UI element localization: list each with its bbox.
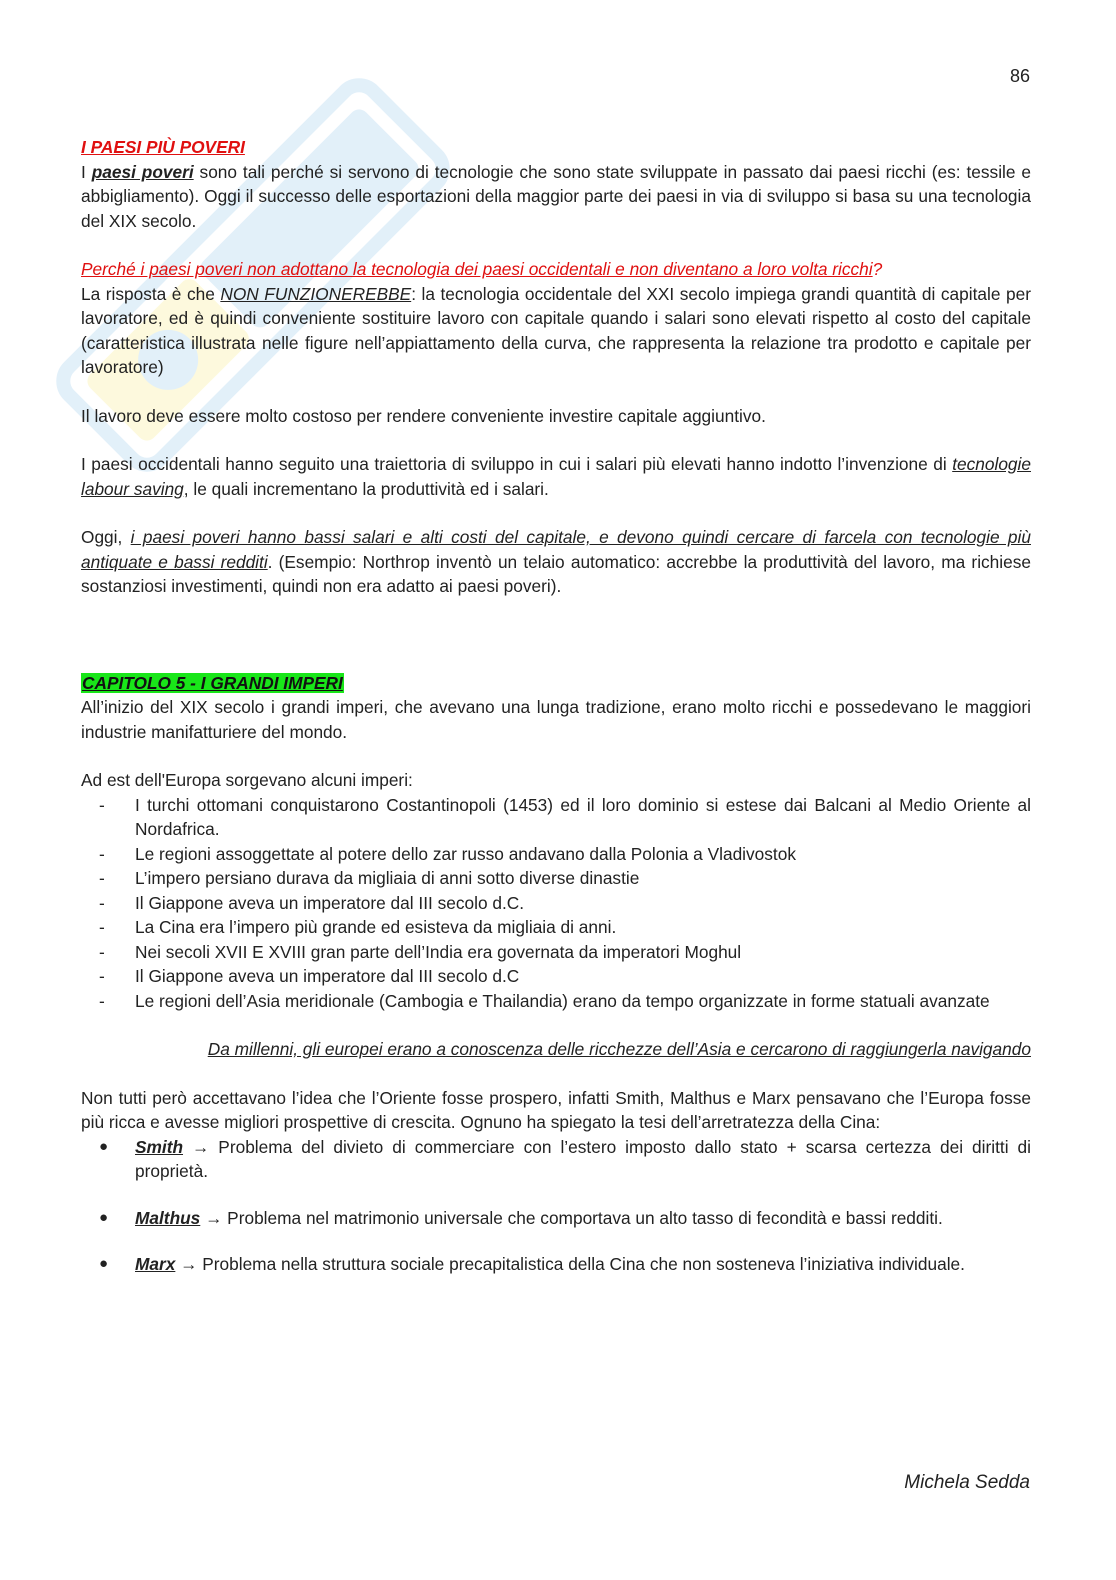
question-text: Perché i paesi poveri non adottano la tecnologia dei paesi occidentali e non diventano a loro volta ricchi? <box>81 259 883 279</box>
emphasis-text: tecnologie labour saving <box>81 454 1031 499</box>
list-item: - Il Giappone aveva un imperatore dal III secolo d.C <box>81 964 1031 989</box>
dash-marker: - <box>99 892 105 913</box>
bullet-marker: ● <box>99 1208 109 1226</box>
dash-marker: - <box>99 868 105 888</box>
list-item: - Le regioni assoggettate al potere dello zar russo andavano dalla Polonia a Vladivostok <box>81 842 1031 867</box>
paragraph: Non tutti però accettavano l’idea che l’Oriente fosse prospero, infatti Smith, Malthus e Marx pensavano che l’Europa fosse più ricca e avesse migliori prospettive di crescita. Ognuno ha spiegato la tesi dell’arretratezza della Cina: <box>81 1087 1031 1132</box>
empires-list <box>81 793 1031 1014</box>
dash-marker: - <box>99 966 105 986</box>
paragraph: Ad est dell'Europa sorgevano alcuni imperi: <box>81 770 413 790</box>
key-term: paesi poveri <box>91 161 194 182</box>
list-item: - L’impero persiano durava da migliaia di anni sotto diverse dinastie <box>81 866 1031 891</box>
list-item-smith: ● Smith → Problema del divieto di commerciare con l’estero imposto dallo stato + scarsa certezza dei diritti di proprietà. <box>99 1136 1031 1181</box>
note-text: Da millenni, gli europei erano a conoscenza delle ricchezze dell’Asia e cercarono di raggiungerla navigando <box>207 1039 1031 1059</box>
page-number: 86 <box>1009 66 1030 86</box>
economists-list <box>81 1135 1031 1277</box>
dash-marker: - <box>99 917 105 937</box>
paragraph: La risposta è che NON FUNZIONEREBBE: la tecnologia occidentale del XXI secolo impiega grandi quantità di capitale per lavoratore, ed è quindi conveniente sostituire lavoro con capitale quando i salari sono elevati rispetto al costo del capitale (caratteristica illustrata nelle figure nell’appiattamento della curva, che rappresenta la relazione tra prodotto e capitale per lavoratore) <box>81 283 1031 377</box>
paragraph: I paesi occidentali hanno seguito una traiettoria di sviluppo in cui i salari più elevati hanno indotto l’invenzione di tecnologie labour saving, le quali incrementano la produttività ed i salari. <box>81 454 1031 499</box>
list-item: - Il Giappone aveva un imperatore dal III secolo d.C. <box>81 891 1031 916</box>
list-item: - Le regioni dell’Asia meridionale (Cambogia e Thailandia) erano da tempo organizzate in forme statuali avanzate <box>81 989 1031 1014</box>
emphasis-text: i paesi poveri hanno bassi salari e alti costi del capitale, e devono quindi cercare di farcela con tecnologie più antiquate e bassi redditi <box>81 527 1031 572</box>
document-body <box>81 135 1031 1277</box>
section-title-paesi-poveri: I PAESI PIÙ POVERI <box>81 137 245 157</box>
list-item-malthus: ● Malthus → Problema nel matrimonio universale che comportava un alto tasso di fecondità e bassi redditi. <box>81 1206 1031 1231</box>
list-item: - Nei secoli XVII E XVIII gran parte dell’India era governata da imperatori Moghul <box>81 940 1031 965</box>
emphasis-text: NON FUNZIONEREBBE <box>220 283 412 304</box>
list-item: - La Cina era l’impero più grande ed esisteva da migliaia di anni. <box>81 915 1031 940</box>
bullet-marker: ● <box>99 1255 109 1272</box>
bullet-marker: ● <box>99 1137 109 1155</box>
dash-marker: - <box>99 843 105 864</box>
list-item-marx: ● Marx → Problema nella struttura sociale precapitalistica della Cina che non sosteneva l’iniziativa individuale. <box>81 1252 1031 1277</box>
author-signature: Michela Sedda <box>904 1472 1030 1493</box>
list-item: - I turchi ottomani conquistarono Costantinopoli (1453) ed il loro dominio si estese dai Balcani al Medio Oriente al Nordafrica. <box>99 794 1031 839</box>
paragraph: Il lavoro deve essere molto costoso per rendere conveniente investire capitale aggiuntivo. <box>81 405 766 426</box>
paragraph: Oggi, i paesi poveri hanno bassi salari e alti costi del capitale, e devono quindi cercare di farcela con tecnologie più antiquate e bassi redditi. (Esempio: Northrop inventò un telaio automatico: accrebbe la produttività del lavoro, ma richiese sostanziosi investimenti, quindi non era adatto ai paesi poveri). <box>81 527 1031 596</box>
dash-marker: - <box>99 990 105 1011</box>
chapter-title-grandi-imperi: CAPITOLO 5 - I GRANDI IMPERI <box>82 672 343 693</box>
paragraph: I paesi poveri sono tali perché si servono di tecnologie che sono state sviluppate in passato dai paesi ricchi (es: tessile e abbigliamento). Oggi il successo delle esportazioni della maggior parte dei paesi in via di sviluppo si basa su una tecnologia del XIX secolo. <box>81 161 1031 231</box>
dash-marker: - <box>99 794 105 815</box>
dash-marker: - <box>99 941 105 962</box>
paragraph: All’inizio del XIX secolo i grandi imperi, che avevano una lunga tradizione, erano molto ricchi e possedevano le maggiori industrie manifatturiere del mondo. <box>81 697 1031 742</box>
